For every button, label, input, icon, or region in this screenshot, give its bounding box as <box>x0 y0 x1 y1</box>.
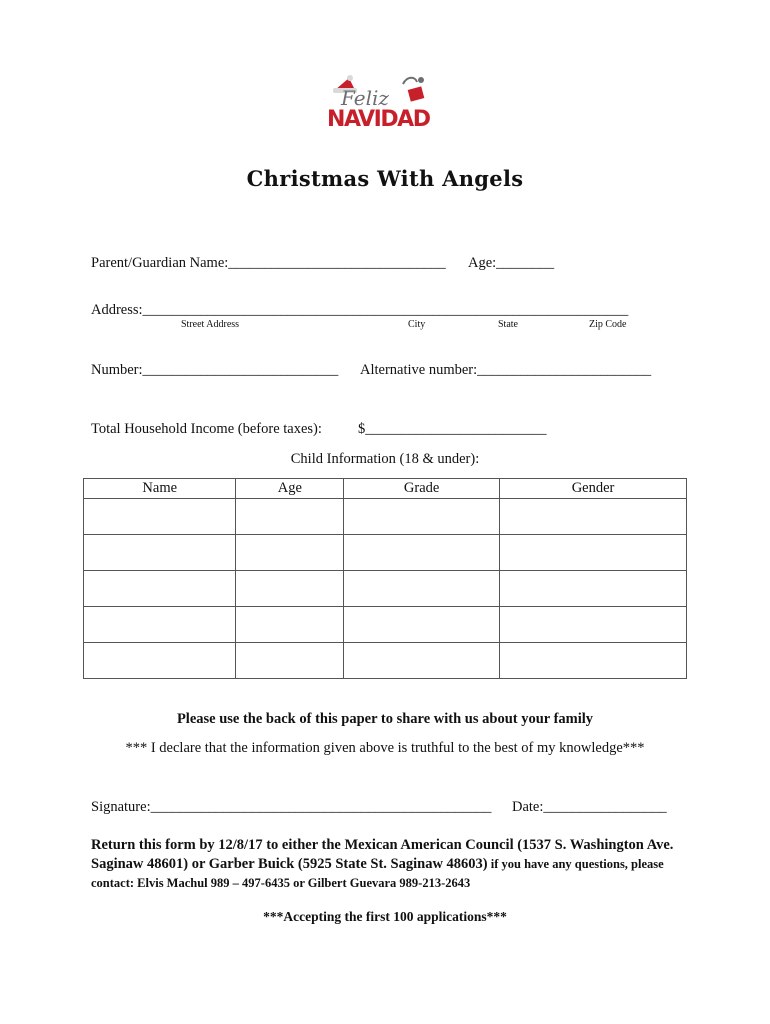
page-title: Christmas With Angels <box>246 166 524 191</box>
child-age-cell[interactable] <box>236 499 344 535</box>
child-grade-cell[interactable] <box>344 499 500 535</box>
column-header-name: Name <box>84 479 236 499</box>
return-instructions <box>91 836 691 893</box>
zip-code-hint: Zip Code <box>589 319 627 330</box>
child-info-table <box>83 478 687 679</box>
child-grade-cell[interactable] <box>344 535 500 571</box>
date-field[interactable]: Date:_________________ <box>512 799 667 815</box>
household-income-field[interactable]: $_________________________ <box>358 421 547 437</box>
table-row <box>84 607 687 643</box>
state-hint: State <box>498 319 518 330</box>
declaration-text: *** I declare that the information given above is truthful to the best of my knowledge*** <box>125 740 645 756</box>
child-name-cell[interactable] <box>84 571 236 607</box>
child-info-heading: Child Information (18 & under): <box>290 451 480 467</box>
city-hint: City <box>408 319 426 330</box>
column-header-age: Age <box>236 479 344 499</box>
table-header-row <box>84 479 687 499</box>
child-name-cell[interactable] <box>84 499 236 535</box>
table-row <box>84 643 687 679</box>
address-field[interactable]: Address:___________________________________________________________________ <box>91 302 629 318</box>
signature-field[interactable]: Signature:_______________________________________________ <box>91 799 492 815</box>
age-field[interactable]: Age:________ <box>468 255 555 271</box>
table-row <box>84 499 687 535</box>
feliz-navidad-logo <box>325 74 435 130</box>
return-instructions-contact: if you have any questions, please contact: Elvis Machul 989 – 497-6435 or Gilbert Guevara 989-213-2643 <box>91 857 664 890</box>
alternative-number-field[interactable]: Alternative number:________________________ <box>360 362 652 378</box>
child-grade-cell[interactable] <box>344 571 500 607</box>
child-age-cell[interactable] <box>236 607 344 643</box>
child-gender-cell[interactable] <box>500 571 687 607</box>
child-grade-cell[interactable] <box>344 643 500 679</box>
gift-icon <box>408 86 425 101</box>
return-instructions-main: Return this form by 12/8/17 to either the Mexican American Council (1537 S. Washington Ave. Saginaw 48601) or Garber Buick (5925 State St. Saginaw 48603) <box>91 837 674 872</box>
child-gender-cell[interactable] <box>500 607 687 643</box>
child-gender-cell[interactable] <box>500 535 687 571</box>
accepting-applications-note: ***Accepting the first 100 applications*** <box>263 909 507 924</box>
column-header-grade: Grade <box>344 479 500 499</box>
child-age-cell[interactable] <box>236 535 344 571</box>
number-field[interactable]: Number:___________________________ <box>91 362 339 378</box>
child-grade-cell[interactable] <box>344 607 500 643</box>
parent-name-field[interactable]: Parent/Guardian Name:______________________________ <box>91 255 446 271</box>
logo-graphic <box>325 74 435 130</box>
child-name-cell[interactable] <box>84 643 236 679</box>
street-address-hint: Street Address <box>181 319 240 330</box>
table-row <box>84 571 687 607</box>
household-income-label: Total Household Income (before taxes): <box>91 421 322 437</box>
child-age-cell[interactable] <box>236 643 344 679</box>
logo-bottom-text: NAVIDAD <box>327 107 431 130</box>
child-age-cell[interactable] <box>236 571 344 607</box>
table-row <box>84 535 687 571</box>
child-gender-cell[interactable] <box>500 499 687 535</box>
child-name-cell[interactable] <box>84 607 236 643</box>
column-header-gender: Gender <box>500 479 687 499</box>
child-gender-cell[interactable] <box>500 643 687 679</box>
child-name-cell[interactable] <box>84 535 236 571</box>
logo-top-text: Feliz <box>341 86 389 110</box>
back-of-page-note: Please use the back of this paper to share with us about your family <box>176 711 594 727</box>
